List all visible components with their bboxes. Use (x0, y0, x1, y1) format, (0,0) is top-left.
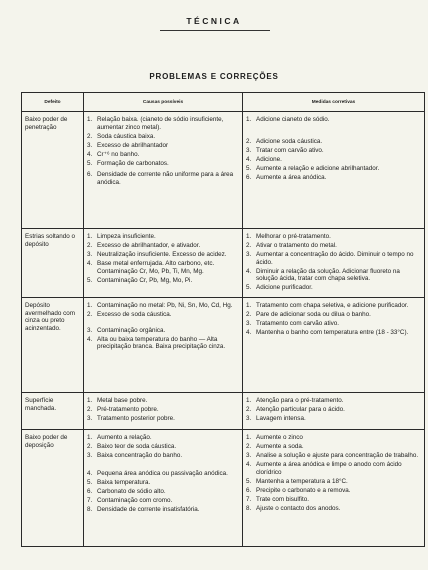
list-item: 2. Adicione soda cáustica. (246, 137, 323, 145)
list-item: 5. Formação de carbonatos. (87, 159, 169, 167)
problems-table (21, 92, 425, 547)
measures-list (246, 434, 421, 513)
list-item: 3. Aumentar a concentração do ácido. Diminuir o tempo no ácido. (246, 251, 414, 266)
causes-cell (84, 430, 243, 547)
list-item: 2. Excesso de soda cáustica. (87, 311, 172, 319)
measures-cell (243, 298, 425, 393)
list-item: 6. Carbonato de sódio alto. (87, 487, 166, 495)
section-header: TÉCNICA (186, 16, 242, 26)
table-row (22, 112, 425, 229)
list-item: 2. Pré-tratamento pobre. (87, 406, 159, 414)
measures-list (246, 397, 421, 423)
list-item: 3. Lavagem intensa. (246, 415, 306, 423)
list-item: 6. Aumente a área anódica. (246, 173, 327, 181)
causes-list (87, 434, 239, 514)
measures-list (246, 302, 421, 337)
header-rule (160, 30, 270, 31)
list-item: 1. Relação baixa. (cianeto de sódio insuficiente, aumentar zinco metal). (87, 116, 224, 131)
list-item: 3. Tratar com carvão ativo. (246, 146, 324, 154)
table-row (22, 393, 425, 430)
defect-cell: Superfície manchada. (22, 393, 84, 430)
list-item: 7. Trate com bisulfito. (246, 496, 309, 504)
list-item: 1. Metal base pobre. (87, 397, 148, 404)
list-item: 2. Ativar o tratamento do metal. (246, 242, 337, 250)
list-item: 2. Excesso de abrilhantador, e ativador. (87, 242, 201, 250)
list-item: 5. Adicione purificador. (246, 284, 313, 292)
defect-cell: Estrias soltando o depósito (22, 229, 84, 298)
list-item: 3. Contaminação orgânica. (87, 326, 166, 334)
defect-cell: Baixo poder de deposição (22, 430, 84, 547)
list-item: 2. Soda cáustica baixa. (87, 132, 156, 140)
list-item: 2. Atenção particular para o ácido. (246, 406, 345, 414)
list-item: 7. Contaminação com cromo. (87, 496, 173, 504)
table-header-row (22, 93, 425, 112)
measures-cell (243, 393, 425, 430)
causes-cell (84, 112, 243, 229)
table-row (22, 298, 425, 393)
list-item: 1. Aumente o zinco (246, 434, 303, 441)
measures-list (246, 233, 421, 292)
list-item: 8. Ajuste o contacto dos anodos. (246, 505, 341, 513)
causes-list (87, 302, 239, 351)
measures-list (246, 116, 421, 181)
list-item: 8. Densidade de corrente insatisfatória. (87, 506, 200, 514)
list-item: 2. Baixo teor de soda cáustica. (87, 443, 177, 451)
list-item: 5. Baixa temperatura. (87, 478, 151, 486)
defect-cell: Baixo poder de penetração (22, 112, 84, 229)
list-item: 4. Aumente a área anódica e limpe o anodo com ácido clorídrico (246, 461, 402, 476)
list-item: 2. Aumente a soda. (246, 443, 304, 451)
causes-cell (84, 298, 243, 393)
measures-cell (243, 430, 425, 547)
list-item: 3. Baixa concentração do banho. (87, 452, 183, 460)
list-item: 4. Pequena área anódica ou passivação anódica. (87, 469, 228, 477)
list-item: 4. Alta ou baixa temperatura do banho — Alta precipitação branca. Baixa precipitação cinza. (87, 335, 226, 351)
table-row (22, 229, 425, 298)
causes-list (87, 116, 239, 186)
list-item: 2. Pare de adicionar soda ou dilua o banho. (246, 311, 371, 319)
list-item: 3. Neutralização insuficiente. Excesso de acidez. (87, 251, 227, 259)
list-item: 5. Mantenha a temperatura a 18°C. (246, 477, 348, 485)
list-item: 1. Melhorar o pré-tratamento. (246, 233, 331, 240)
measures-cell (243, 112, 425, 229)
list-item: 3. Tratamento posterior pobre. (87, 415, 175, 423)
list-item: 1. Contaminação no metal: Pb, Ni, Sn, Mo, Cd, Hg. (87, 302, 233, 309)
column-header-defect: Defeito (22, 93, 84, 112)
list-item: 4. Mantenha o banho com temperatura entre (18 - 33°C). (246, 329, 409, 337)
list-item: 4. Base metal enferrujada. Alto carbono, etc. Contaminação Cr, Mo, Pb, Ti, Mn, Mg. (87, 260, 215, 275)
list-item: 3. Analise a solução e ajuste para concentração de trabalho. (246, 452, 419, 460)
table-row (22, 430, 425, 547)
list-item: 5. Contaminação Cr, Pb, Mg, Mo, Pi. (87, 276, 193, 284)
causes-cell (84, 229, 243, 298)
list-item: 1. Aumento a relação. (87, 434, 152, 441)
list-item: 1. Atenção para o pré-tratamento. (246, 397, 344, 404)
list-item: 4. Adicione. (246, 155, 282, 163)
defect-cell: Depósito avermelhado com cinza ou preto acinzentado. (22, 298, 84, 393)
list-item: 1. Limpeza insuficiente. (87, 233, 156, 240)
column-header-measures: Medidas corretivas (243, 93, 425, 112)
list-item: 6. Precipite o carbonato e a remova. (246, 486, 351, 494)
list-item: 6. Densidade de corrente não uniforme para a área anódica. (87, 171, 234, 186)
list-item: 4. Cr⁺⁶ no banho. (87, 150, 140, 158)
list-item: 4. Diminuir a relação da solução. Adicionar fluoreto na solução ácida, tratar com chapa seletiva. (246, 267, 400, 283)
measures-cell (243, 229, 425, 298)
causes-list (87, 397, 239, 423)
list-item: 3. Excesso de abrilhantador (87, 141, 169, 149)
causes-cell (84, 393, 243, 430)
list-item: 1. Tratamento com chapa seletiva, e adicione purificador. (246, 302, 409, 309)
list-item: 5. Aumente a relação e adicione abrilhantador. (246, 164, 380, 172)
page-title: PROBLEMAS E CORREÇÕES (149, 72, 279, 81)
list-item: 1. Adicione cianeto de sódio. (246, 116, 330, 123)
column-header-causes: Causas possíveis (84, 93, 243, 112)
causes-list (87, 233, 239, 284)
list-item: 3. Tratamento com carvão ativo. (246, 320, 340, 328)
